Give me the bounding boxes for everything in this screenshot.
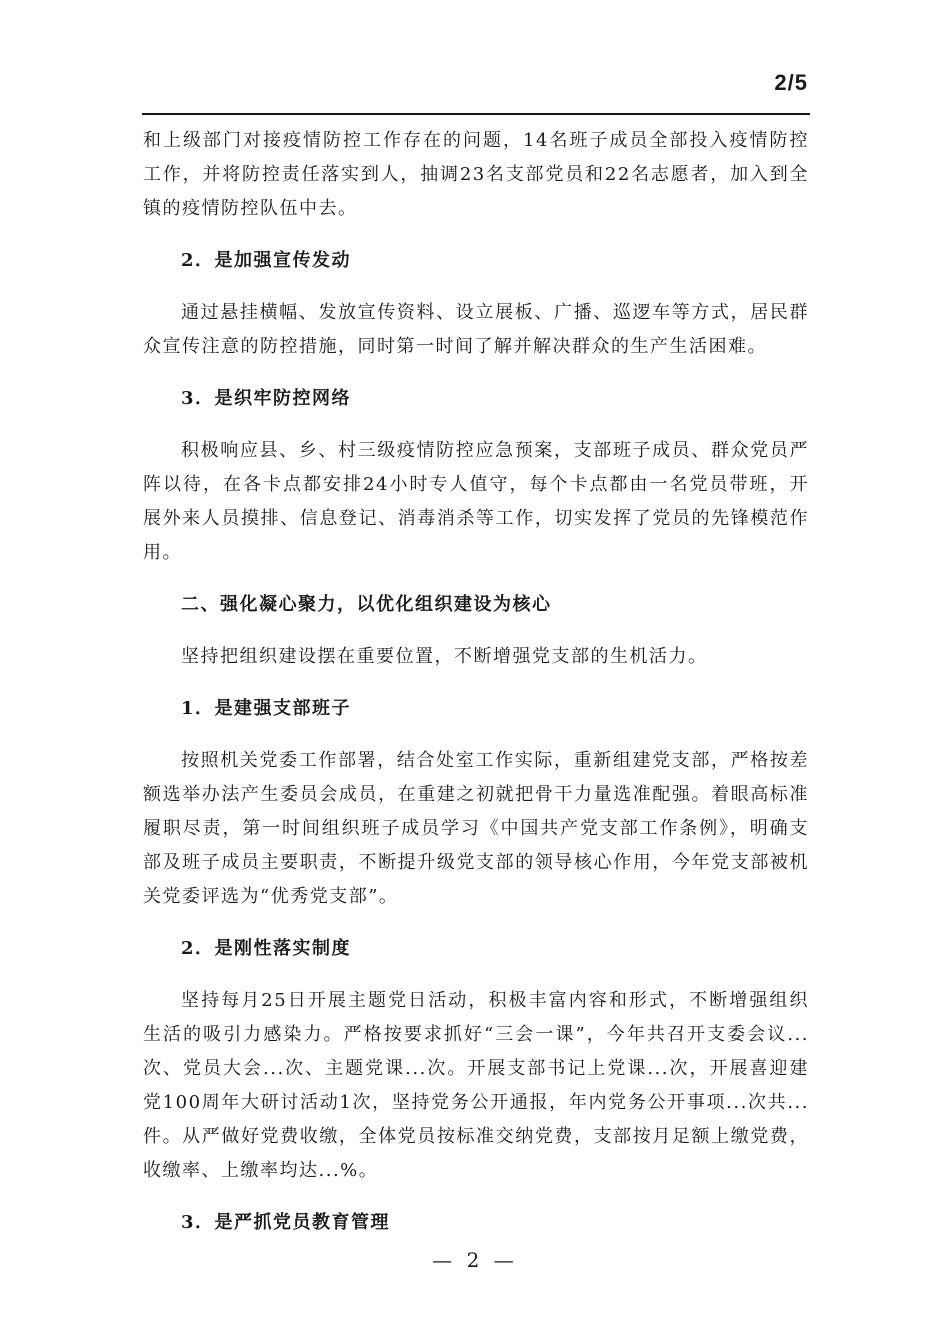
paragraph-system: 坚持每月25日开展主题党日活动，积极丰富内容和形式，不断增强组织生活的吸引力感染力。严格按要求抓好“三会一课”，今年共召开支委会议...次、党员大会...次、主题党课...次。开展支部书记上党课...次，开展喜迎建党100周年大研讨活动1次，坚持党务公开通报，年内党务公开事项...次共...件。从严做好党费收缴，全体党员按标准交纳党费，支部按月足额上缴党费，收缴率、上缴率均达...%。 xyxy=(143,990,809,1181)
paragraph-branch-team: 按照机关党委工作部署，结合处室工作实际，重新组建党支部，严格按差额选举办法产生委员会成员，在重建之初就把骨干力量选准配强。着眼高标准履职尽责，第一时间组织班子成员学习《中国共产党支部工作条例》，明确支部及班子成员主要职责，不断提升级党支部的领导核心作用，今年党支部被机关党委评选为“优秀党支部”。 xyxy=(143,750,809,907)
section-heading-organization: 二、强化凝心聚力，以优化组织建设为核心 xyxy=(181,594,552,615)
header-rule xyxy=(142,113,810,115)
paragraph-network: 积极响应县、乡、村三级疫情防控应急预案，支部班子成员、群众党员严阵以待，在各卡点都安排24小时专人值守，每个卡点都由一名党员带班，开展外来人员摸排、信息登记、消毒消杀等工作，切实发挥了党员的先锋模范作用。 xyxy=(143,440,809,563)
heading-network: 3．是织牢防控网络 xyxy=(181,388,352,409)
page-indicator: 2/5 xyxy=(774,70,808,95)
paragraph-continued: 和上级部门对接疫情防控工作存在的问题，14名班子成员全部投入疫情防控工作，并将防控责任落实到人，抽调23名支部党员和22名志愿者，加入到全镇的疫情防控队伍中去。 xyxy=(143,130,809,219)
paragraph-organization-intro: 坚持把组织建设摆在重要位置，不断增强党支部的生机活力。 xyxy=(181,646,708,667)
heading-branch-team: 1．是建强支部班子 xyxy=(181,698,352,719)
heading-publicity: 2．是加强宣传发动 xyxy=(181,250,352,271)
heading-system: 2．是刚性落实制度 xyxy=(181,938,352,959)
page-footer-number: — 2 — xyxy=(432,1248,518,1272)
document-body xyxy=(143,124,809,1240)
heading-education: 3．是严抓党员教育管理 xyxy=(181,1212,391,1233)
paragraph-publicity: 通过悬挂横幅、发放宣传资料、设立展板、广播、巡逻车等方式，居民群众宣传注意的防控措施，同时第一时间了解并解决群众的生产生活困难。 xyxy=(143,302,809,357)
